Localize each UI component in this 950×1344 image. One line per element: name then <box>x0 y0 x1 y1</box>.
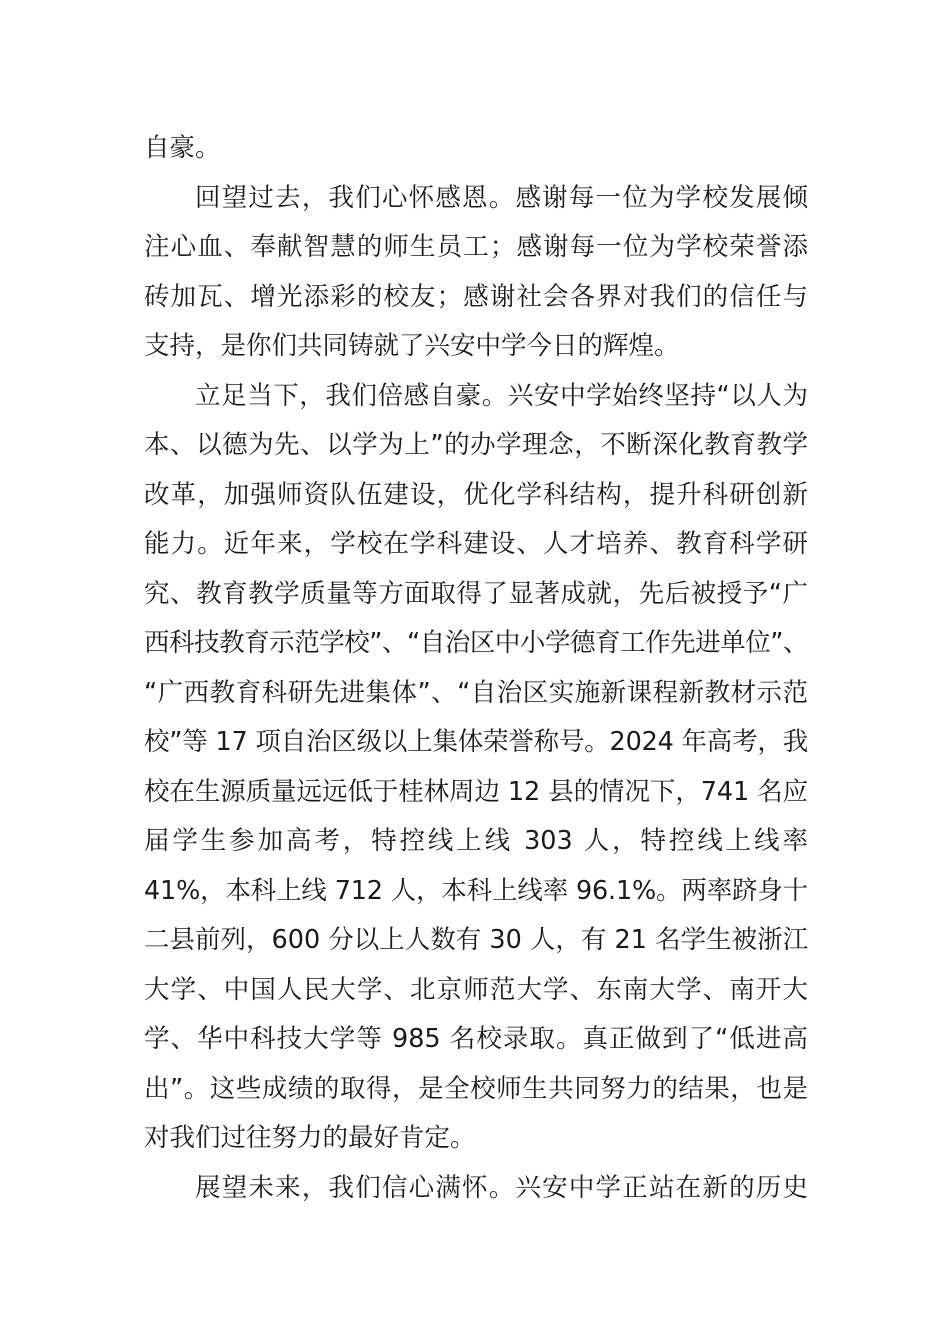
text-line: 究、教育教学质量等方面取得了显著成就，先后被授予“广 <box>144 578 808 609</box>
text-line: 届学生参加高考，特控线上线 303 人，特控线上线率 <box>144 826 808 856</box>
text-line: 出”。这些成绩的取得，是全校师生共同努力的结果，也是 <box>144 1073 808 1104</box>
text-line: 大学、中国人民大学、北京师范大学、东南大学、南开大 <box>144 974 808 1005</box>
text-line: 改革，加强师资队伍建设，优化学科结构，提升科研创新 <box>144 479 808 510</box>
text-line: 41%，本科上线 712 人，本科上线率 96.1%。两率跻身十 <box>144 875 808 906</box>
body-text <box>144 124 808 1213</box>
text-line: 注心血、奉献智慧的师生员工；感谢每一位为学校荣誉添 <box>144 232 808 262</box>
paragraph-first-line: 回望过去，我们心怀感恩。感谢每一位为学校发展倾 <box>195 182 808 213</box>
text-line: 对我们过往努力的最好肯定。 <box>144 1123 476 1153</box>
paragraph-first-line: 立足当下，我们倍感自豪。兴安中学始终坚持“以人为 <box>195 380 808 411</box>
text-line: 校在生源质量远远低于桂林周边 12 县的情况下，741 名应 <box>144 776 809 807</box>
text-line: 能力。近年来，学校在学科建设、人才培养、教育科学研 <box>144 529 808 559</box>
text-line: 砖加瓦、增光添彩的校友；感谢社会各界对我们的信任与 <box>144 281 808 312</box>
text-line: 自豪。 <box>144 133 221 163</box>
text-line: 本、以德为先、以学为上”的办学理念，不断深化教育教学 <box>144 430 808 460</box>
paragraph-first-line: 展望未来，我们信心满怀。兴安中学正站在新的历史 <box>195 1172 808 1203</box>
text-line: 支持，是你们共同铸就了兴安中学今日的辉煌。 <box>144 331 680 361</box>
text-line: 学、华中科技大学等 985 名校录取。真正做到了“低进高 <box>144 1024 808 1054</box>
text-line: 二县前列，600 分以上人数有 30 人，有 21 名学生被浙江 <box>144 925 809 955</box>
text-line: 西科技教育示范学校”、“自治区中小学德育工作先进单位”、 <box>144 628 808 658</box>
text-line: “广西教育科研先进集体”、“自治区实施新课程新教材示范 <box>144 677 808 708</box>
text-line: 校”等 17 项自治区级以上集体荣誉称号。2024 年高考，我 <box>144 727 808 757</box>
